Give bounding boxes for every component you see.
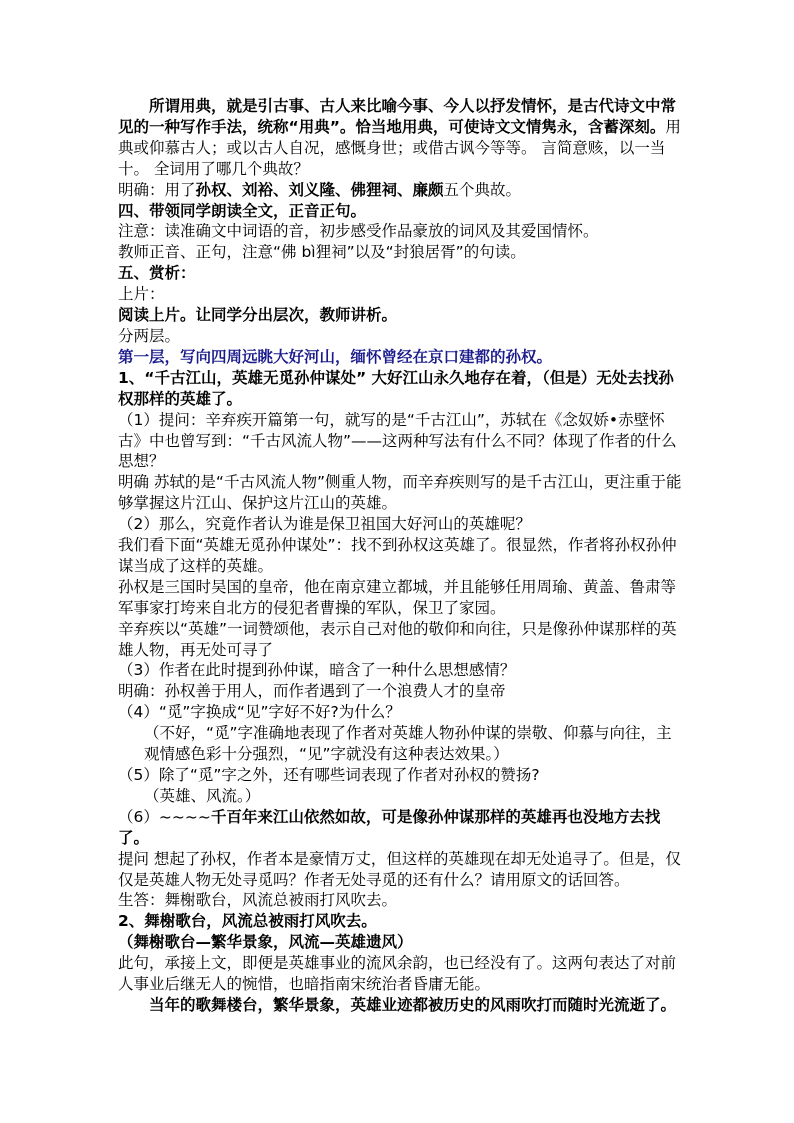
answer-prefix: 明确：用了 <box>118 180 196 199</box>
section-heading-4: 四、带领同学朗读全文，正音正句。 <box>118 201 367 220</box>
answer-suffix: 五个典故。 <box>443 180 522 199</box>
answer-3: 明确：孙权善于用人，而作者遇到了一个浪费人才的皇帝 <box>118 682 506 701</box>
reading-note: 注意：读准确文中词语的音，初步感受作品豪放的词风及其爱国情怀。 <box>118 222 599 241</box>
allusion-list: 孙权、刘裕、刘义隆、佛狸祠、廉颇 <box>195 180 444 199</box>
question-5: （5）除了“觅”字之外，还有哪些词表现了作者对孙权的赞扬? <box>118 766 540 784</box>
intro-plain-text: 用典或仰慕古人；或以古人自况，感慨身世；或借古讽今等等。 言简意赅，以一当十。 全词用了哪几个典故？ <box>118 117 681 178</box>
two-layers-note: 分两层。 <box>118 326 181 345</box>
final-paragraph: 当年的歌舞楼台，繁华景象，英雄业迹都被历史的风雨吹打而随时光流逝了。 <box>149 995 677 1014</box>
answer-2a: 我们看下面“英雄无觅孙仲谋处”：找不到孙权这英雄了。很显然，作者将孙权孙仲谋当成了这样的英雄。 <box>118 536 677 575</box>
intro-paragraph <box>118 96 684 180</box>
answer-2c: 辛弃疾以“英雄”一词赞颂他，表示自己对他的敬仰和向往，只是像孙仲谋那样的英雄人物，再无处可寻了 <box>118 619 677 659</box>
answer-4: （不好，“觅”字准确地表现了作者对英雄人物孙仲谋的崇敬、仰慕与向往，主观情感色彩十分强烈，“见”字就没有这种表达效果。） <box>144 724 672 764</box>
question-6 <box>118 807 684 849</box>
q6-prefix: （6） <box>118 807 159 826</box>
question-3: （3）作者在此时提到孙仲谋，暗含了一种什么思想感情？ <box>118 661 516 680</box>
item-one: 1、“千古江山，英雄无觅孙仲谋处” 大好江山永久地存在着，（但是）无处去找孙权那样的英雄了。 <box>118 368 674 408</box>
answer-5: （英雄、风流。） <box>144 786 261 805</box>
item-two-gloss: （舞榭歌台—繁华景象，风流—英雄遗风） <box>118 933 413 952</box>
pronunciation-note: 教师正音、正句，注意“佛 bì狸祠”以及“封狼居胥”的句读。 <box>118 243 526 262</box>
allusion-answer <box>118 180 684 201</box>
analysis-paragraph: 此句，承接上文，即便是英雄事业的流风余韵，也已经没有了。这两句表达了对前人事业后继无人的惋惜，也暗指南宋统治者昏庸无能。 <box>118 954 677 994</box>
question-6b: 提问 想起了孙权，作者本是豪情万丈，但这样的英雄现在却无处追寻了。但是，仅仅是英雄人物无处寻觅吗？作者无处寻觅的还有什么？请用原文的话回答。 <box>118 849 681 889</box>
intro-bold-text: 所谓用典，就是引古事、古人来比喻今事、今人以抒发情怀，是古代诗文中常见的一种写作手法，统称“用典”。恰当地用典，可使诗文文情隽永，含蓄深刻。 <box>118 97 677 136</box>
question-1: （1）提问：辛弃疾开篇第一句，就写的是“千古江山”，苏轼在《念奴娇•赤壁怀古》中也曾写到：“千古风流人物”——这两种写法有什么不同？体现了作者的什么思想？ <box>118 410 677 471</box>
question-2: （2）那么，究竟作者认为谁是保卫祖国大好河山的英雄呢？ <box>118 515 531 534</box>
q6-bold-text: 千百年来江山依然如故，可是像孙仲谋那样的英雄再也没地方去找了。 <box>118 807 661 847</box>
q6-wavy-mark: ~~~~ <box>158 807 211 826</box>
reading-instruction: 阅读上片。让同学分出层次，教师讲析。 <box>118 306 398 325</box>
section-heading-5: 五、赏析： <box>118 264 196 283</box>
question-4: （4）“觅”字换成“见”字好不好?为什么？ <box>118 703 401 722</box>
answer-2b: 孙权是三国时吴国的皇帝，他在南京建立都城，并且能够任用周瑜、黄盖、鲁肃等军事家打垮来自北方的侵犯者曹操的军队，保卫了家园。 <box>118 577 677 617</box>
answer-6: 生答：舞榭歌台，风流总被雨打风吹去。 <box>118 891 398 910</box>
answer-1: 明确 苏轼的是“千古风流人物”侧重人物，而辛弃疾则写的是千古江山，更注重于能够掌握这片江山、保护这片江山的英雄。 <box>118 473 682 513</box>
item-two: 2、舞榭歌台，风流总被雨打风吹去。 <box>118 912 377 931</box>
document-body <box>118 96 684 1016</box>
layer-one-heading: 第一层，写向四周远眺大好河山，缅怀曾经在京口建都的孙权。 <box>118 347 553 366</box>
upper-part-label: 上片： <box>118 285 165 304</box>
